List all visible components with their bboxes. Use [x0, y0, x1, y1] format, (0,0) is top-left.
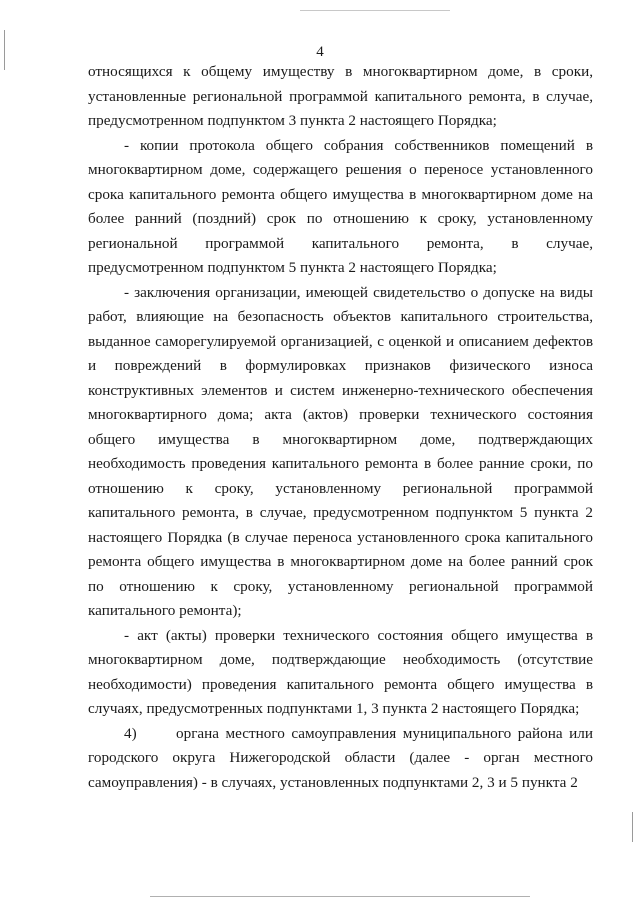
page-number: 4 — [316, 44, 324, 60]
item-4-text: органа местного самоуправления муниципального района или городского округа Нижегородской области (далее - орган местного самоуправления) - в случаях, установленных подпунктами 2, 3 и 5 пункта 2 — [88, 724, 593, 791]
item-4-number: 4) — [124, 724, 137, 742]
paragraph-item-4 — [88, 722, 593, 796]
paragraph-protocol-copy: - копии протокола общего собрания собственников помещений в многоквартирном доме, содержащего решения о переносе установленного срока капитального ремонта общего имущества в многоквартирном доме на более ранний (поздний) срок по отношению к сроку, установленному региональной программой капитального ремонта, в случае, предусмотренном подпунктом 5 пункта 2 настоящего Порядка; — [88, 136, 593, 276]
scan-top-line — [300, 10, 450, 11]
scan-edge-mark-right — [632, 812, 633, 842]
paragraph-inspection-act: - акт (акты) проверки технического состояния общего имущества в многоквартирном доме, подтверждающие необходимость (отсутствие необходимости) проведения капитального ремонта общего имущества в случаях, предусмотренных подпунктами 1, 3 пункта 2 настоящего Порядка; — [88, 626, 593, 717]
paragraph-organization-conclusion: - заключения организации, имеющей свидетельство о допуске на виды работ, влияющие на безопасность объектов капитального строительства, выданное саморегулируемой организацией, с оценкой и описанием дефектов и повреждений в формулировках признаков физического износа конструктивных элементов и систем инженерно-технического обеспечения многоквартирного дома; акта (актов) проверки технического состояния общего имущества в многоквартирном доме, подтверждающих необходимость проведения капитального ремонта в более ранние сроки, по отношению к сроку, установленному региональной программой капитального ремонта, в случае, предусмотренном подпунктом 5 пункта 2 настоящего Порядка (в случае переноса установленного срока капитального ремонта общего имущества в многоквартирном доме на более ранний срок по отношению к сроку, установленному региональной программой капитального ремонта); — [88, 283, 593, 619]
scan-bottom-line — [150, 896, 530, 897]
paragraph-continuation: относящихся к общему имуществу в многоквартирном доме, в сроки, установленные региональной программой капитального ремонта, в случае, предусмотренном подпунктом 3 пункта 2 настоящего Порядка; — [88, 63, 593, 129]
document-body — [88, 60, 593, 795]
